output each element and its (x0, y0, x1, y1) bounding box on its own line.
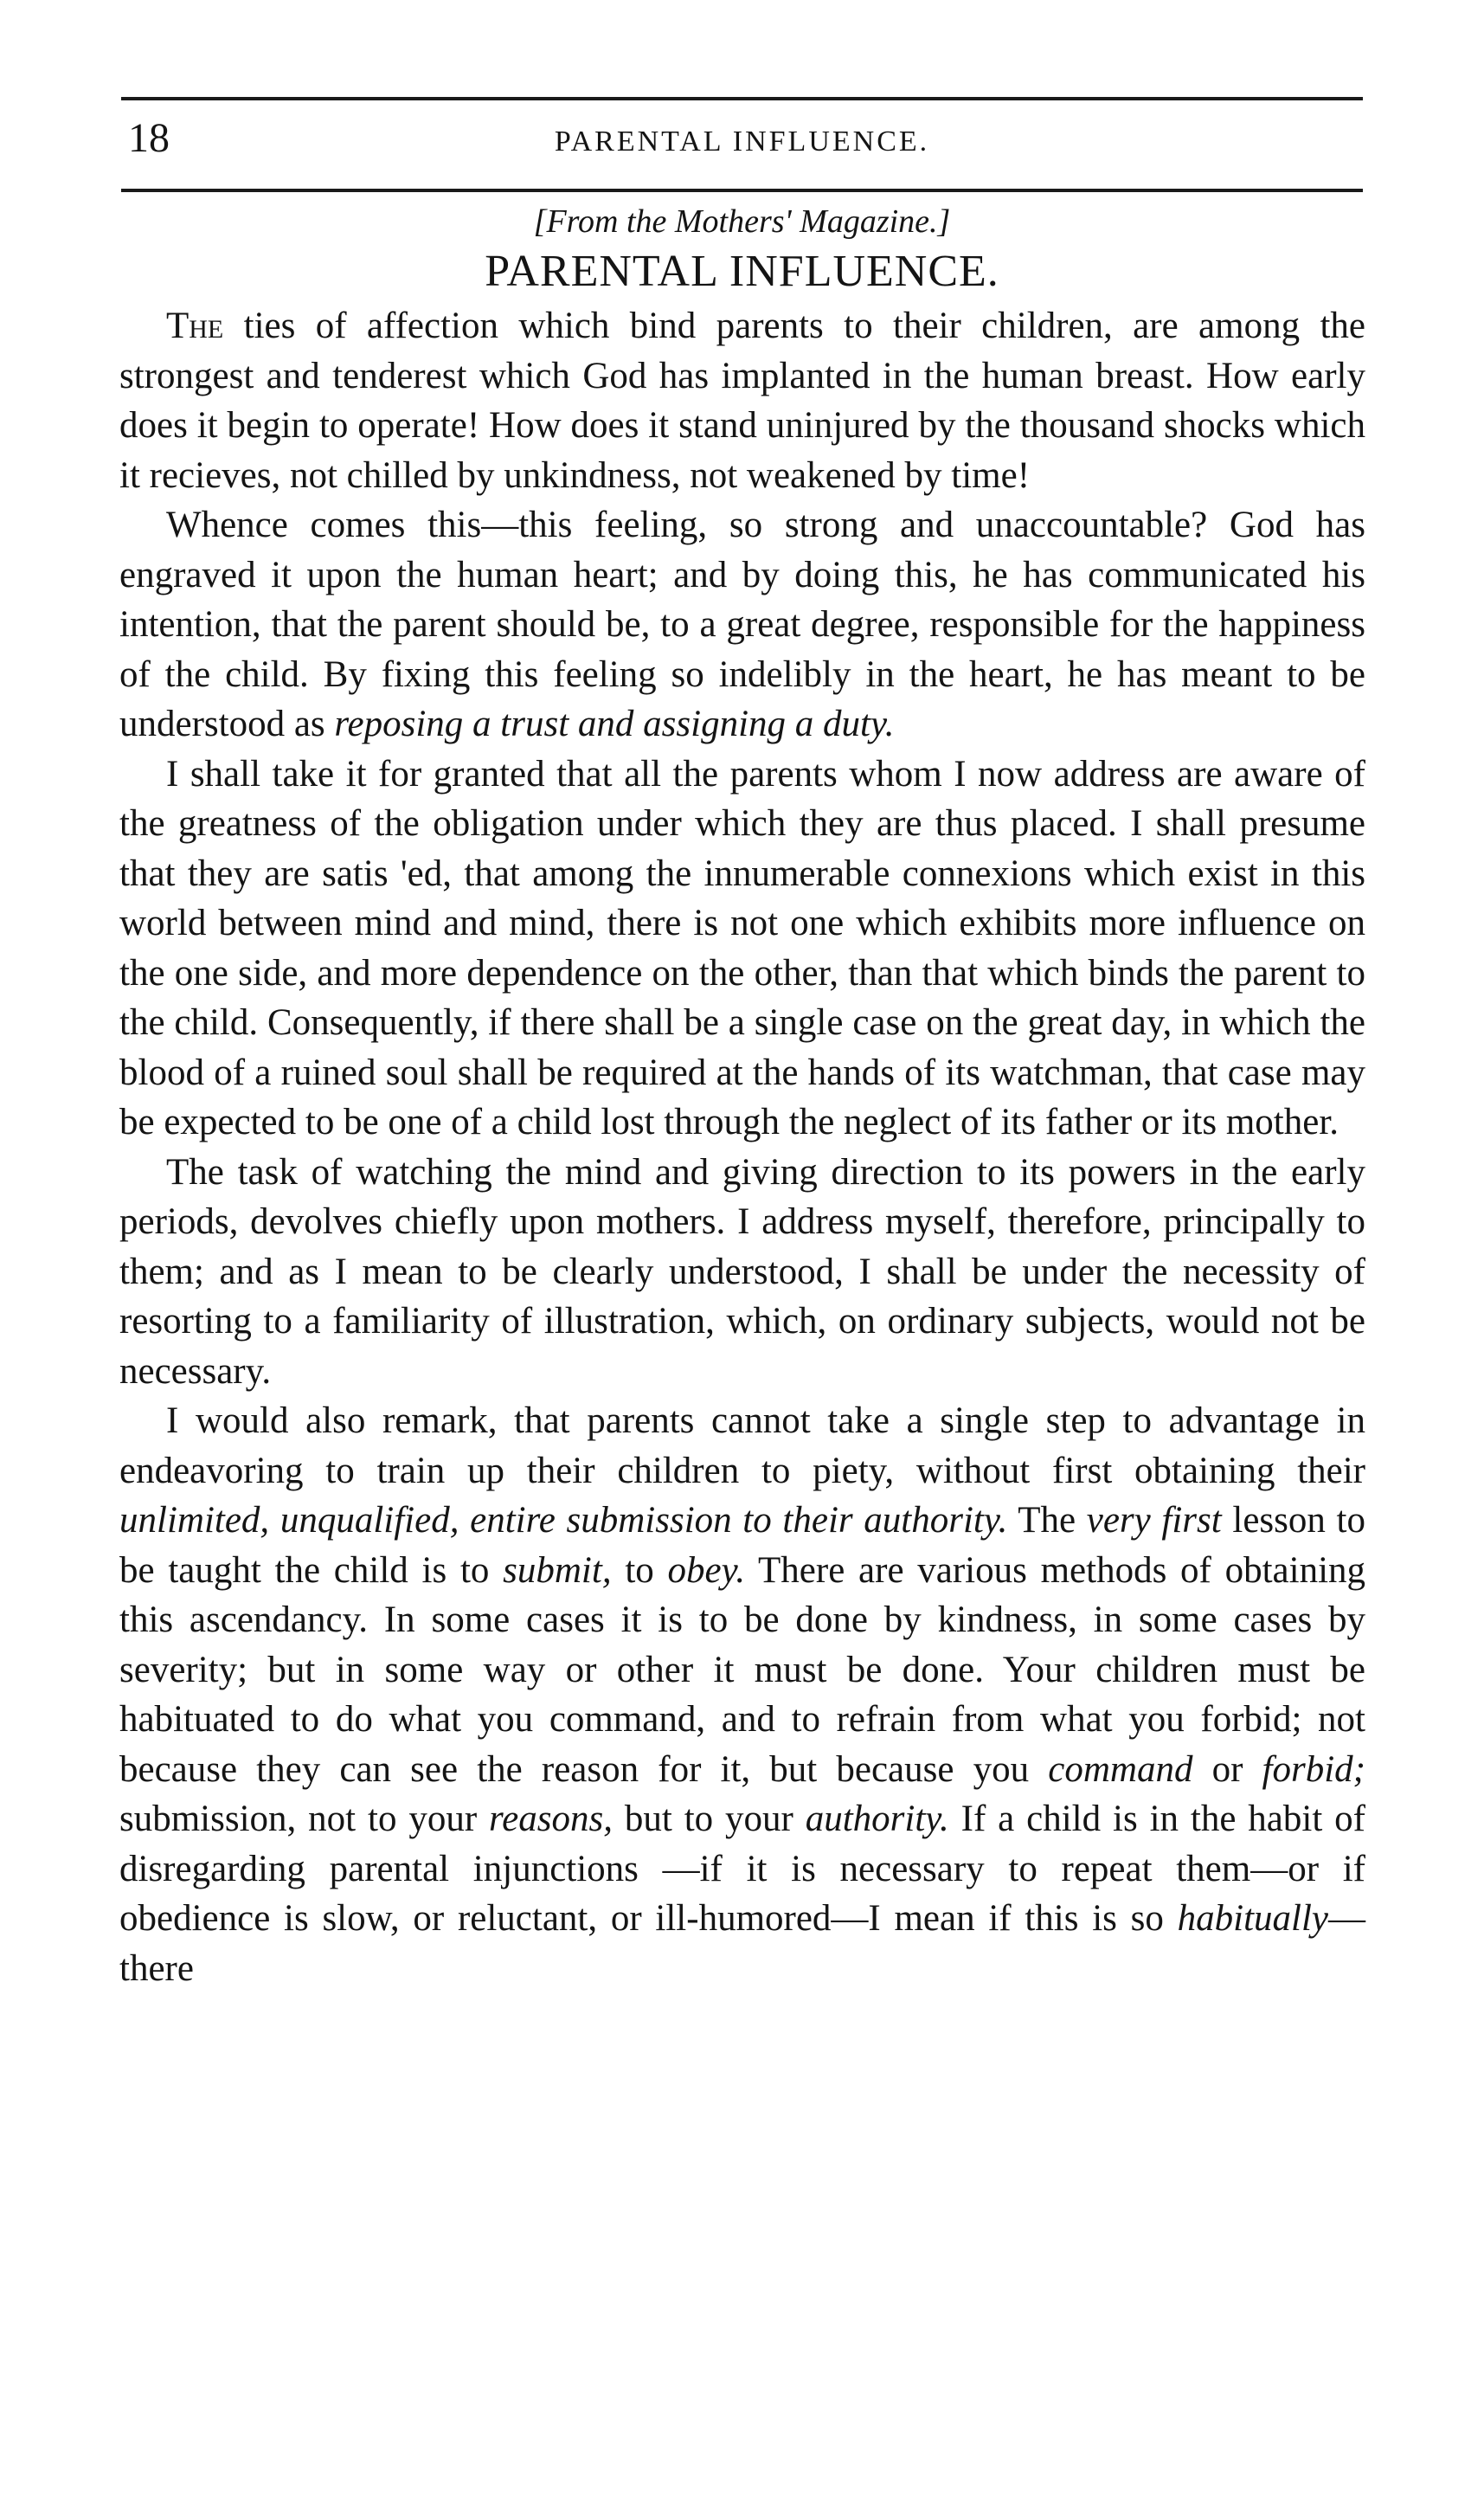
paragraph-text: but to your (612, 1799, 806, 1839)
paragraph-text: If a child is in the habit of disregarding parental injunctions —if it is necessary to repeat them—or if obedience is slow, or reluctant, or ill-humored—I mean if this is so (119, 1799, 1365, 1939)
body-paragraph (119, 1148, 1365, 1397)
emphasis-text: reposing a trust and assigning a duty. (334, 704, 895, 744)
article-title: PARENTAL INFLUENCE. (485, 247, 999, 296)
emphasis-text: obey. (667, 1549, 746, 1591)
paragraph-text: —there (119, 1898, 1365, 1989)
paragraph-text: ties of affection which bind parents to their children, are among the strongest and tenderest which God has implanted in the human breast. How early does it begin to operate! How does it stand uninjured by the thousand shocks which it recieves, not chilled by unkindness, not weakened by time! (119, 306, 1365, 496)
emphasis-text: authority. (805, 1799, 949, 1839)
emphasis-text: forbid; (1262, 1748, 1365, 1790)
emphasis-text: habitually (1177, 1898, 1328, 1939)
paragraph-text: I would also remark, that parents cannot take a single step to advantage in endeavoring to train up their children to piety, without first obtaining their (119, 1400, 1365, 1491)
body-paragraph (119, 1396, 1365, 1993)
paragraph-text: lesson to be taught the child is to (119, 1500, 1365, 1591)
paragraph-text: Whence comes this—this feeling, so strong and unaccountable? God has engraved it upon the human heart; and by doing this, he has communicated his intention, that the parent should be, to a great degree, responsible for the happiness of the child. By fixing this feeling so indelibly in the heart, he has meant to be understood as (119, 505, 1365, 744)
article-body (119, 301, 1365, 1993)
emphasis-text: unlimited, unqualified, entire submission to their authority. (119, 1500, 1008, 1541)
paragraph-text: The task of watching the mind and giving direction to its powers in the early periods, devolves chiefly upon mothers. I address myself, therefore, principally to them; and as I mean to be clearly understood, I shall be under the necessity of resorting to a familiarity of illustration, which, on ordinary subjects, would not be necessary. (119, 1151, 1365, 1392)
page-number: 18 (128, 115, 170, 161)
paragraph-text: to (611, 1549, 668, 1591)
body-paragraph (119, 301, 1365, 500)
paragraph-text: I shall take it for granted that all the parents whom I now address are aware of the greatness of the obligation under which they are thus placed. I shall presume that they are satis 'ed, that among the innumerable connexions which exist in this world between mind and mind, there is not one which exhibits more influence on the one side, and more dependence on the other, than that which binds the parent to the child. Consequently, if there shall be a single case on the great day, in which the blood of a ruined soul shall be required at the hands of its watchman, that case may be expected to be one of a child lost through the neglect of its father or its mother. (119, 753, 1365, 1142)
emphasis-text: submit, (503, 1549, 612, 1591)
paragraph-text: or (1192, 1748, 1262, 1790)
paragraph-text: The (1007, 1500, 1087, 1541)
emphasis-text: very first (1086, 1500, 1222, 1541)
paragraph-text: There are various methods of obtaining this ascendancy. In some cases it is to be done by kindness, in some cases by severity; but in some way or other it must be done. Your children must be habituated to do what you command, and to refrain from what you forbid; not because they can see the reason for it, but because you (119, 1549, 1366, 1790)
emphasis-text: command (1048, 1748, 1193, 1790)
header-rule-top (121, 97, 1363, 100)
source-note: [From the Mothers' Magazine.] (533, 203, 951, 240)
drop-word: The (166, 306, 224, 346)
body-paragraph (119, 750, 1365, 1148)
header-rule-bottom (121, 189, 1363, 192)
body-paragraph (119, 500, 1365, 750)
emphasis-text: reasons, (489, 1799, 613, 1839)
running-head: PARENTAL INFLUENCE. (554, 125, 930, 158)
paragraph-text: submission, not to your (119, 1799, 490, 1839)
